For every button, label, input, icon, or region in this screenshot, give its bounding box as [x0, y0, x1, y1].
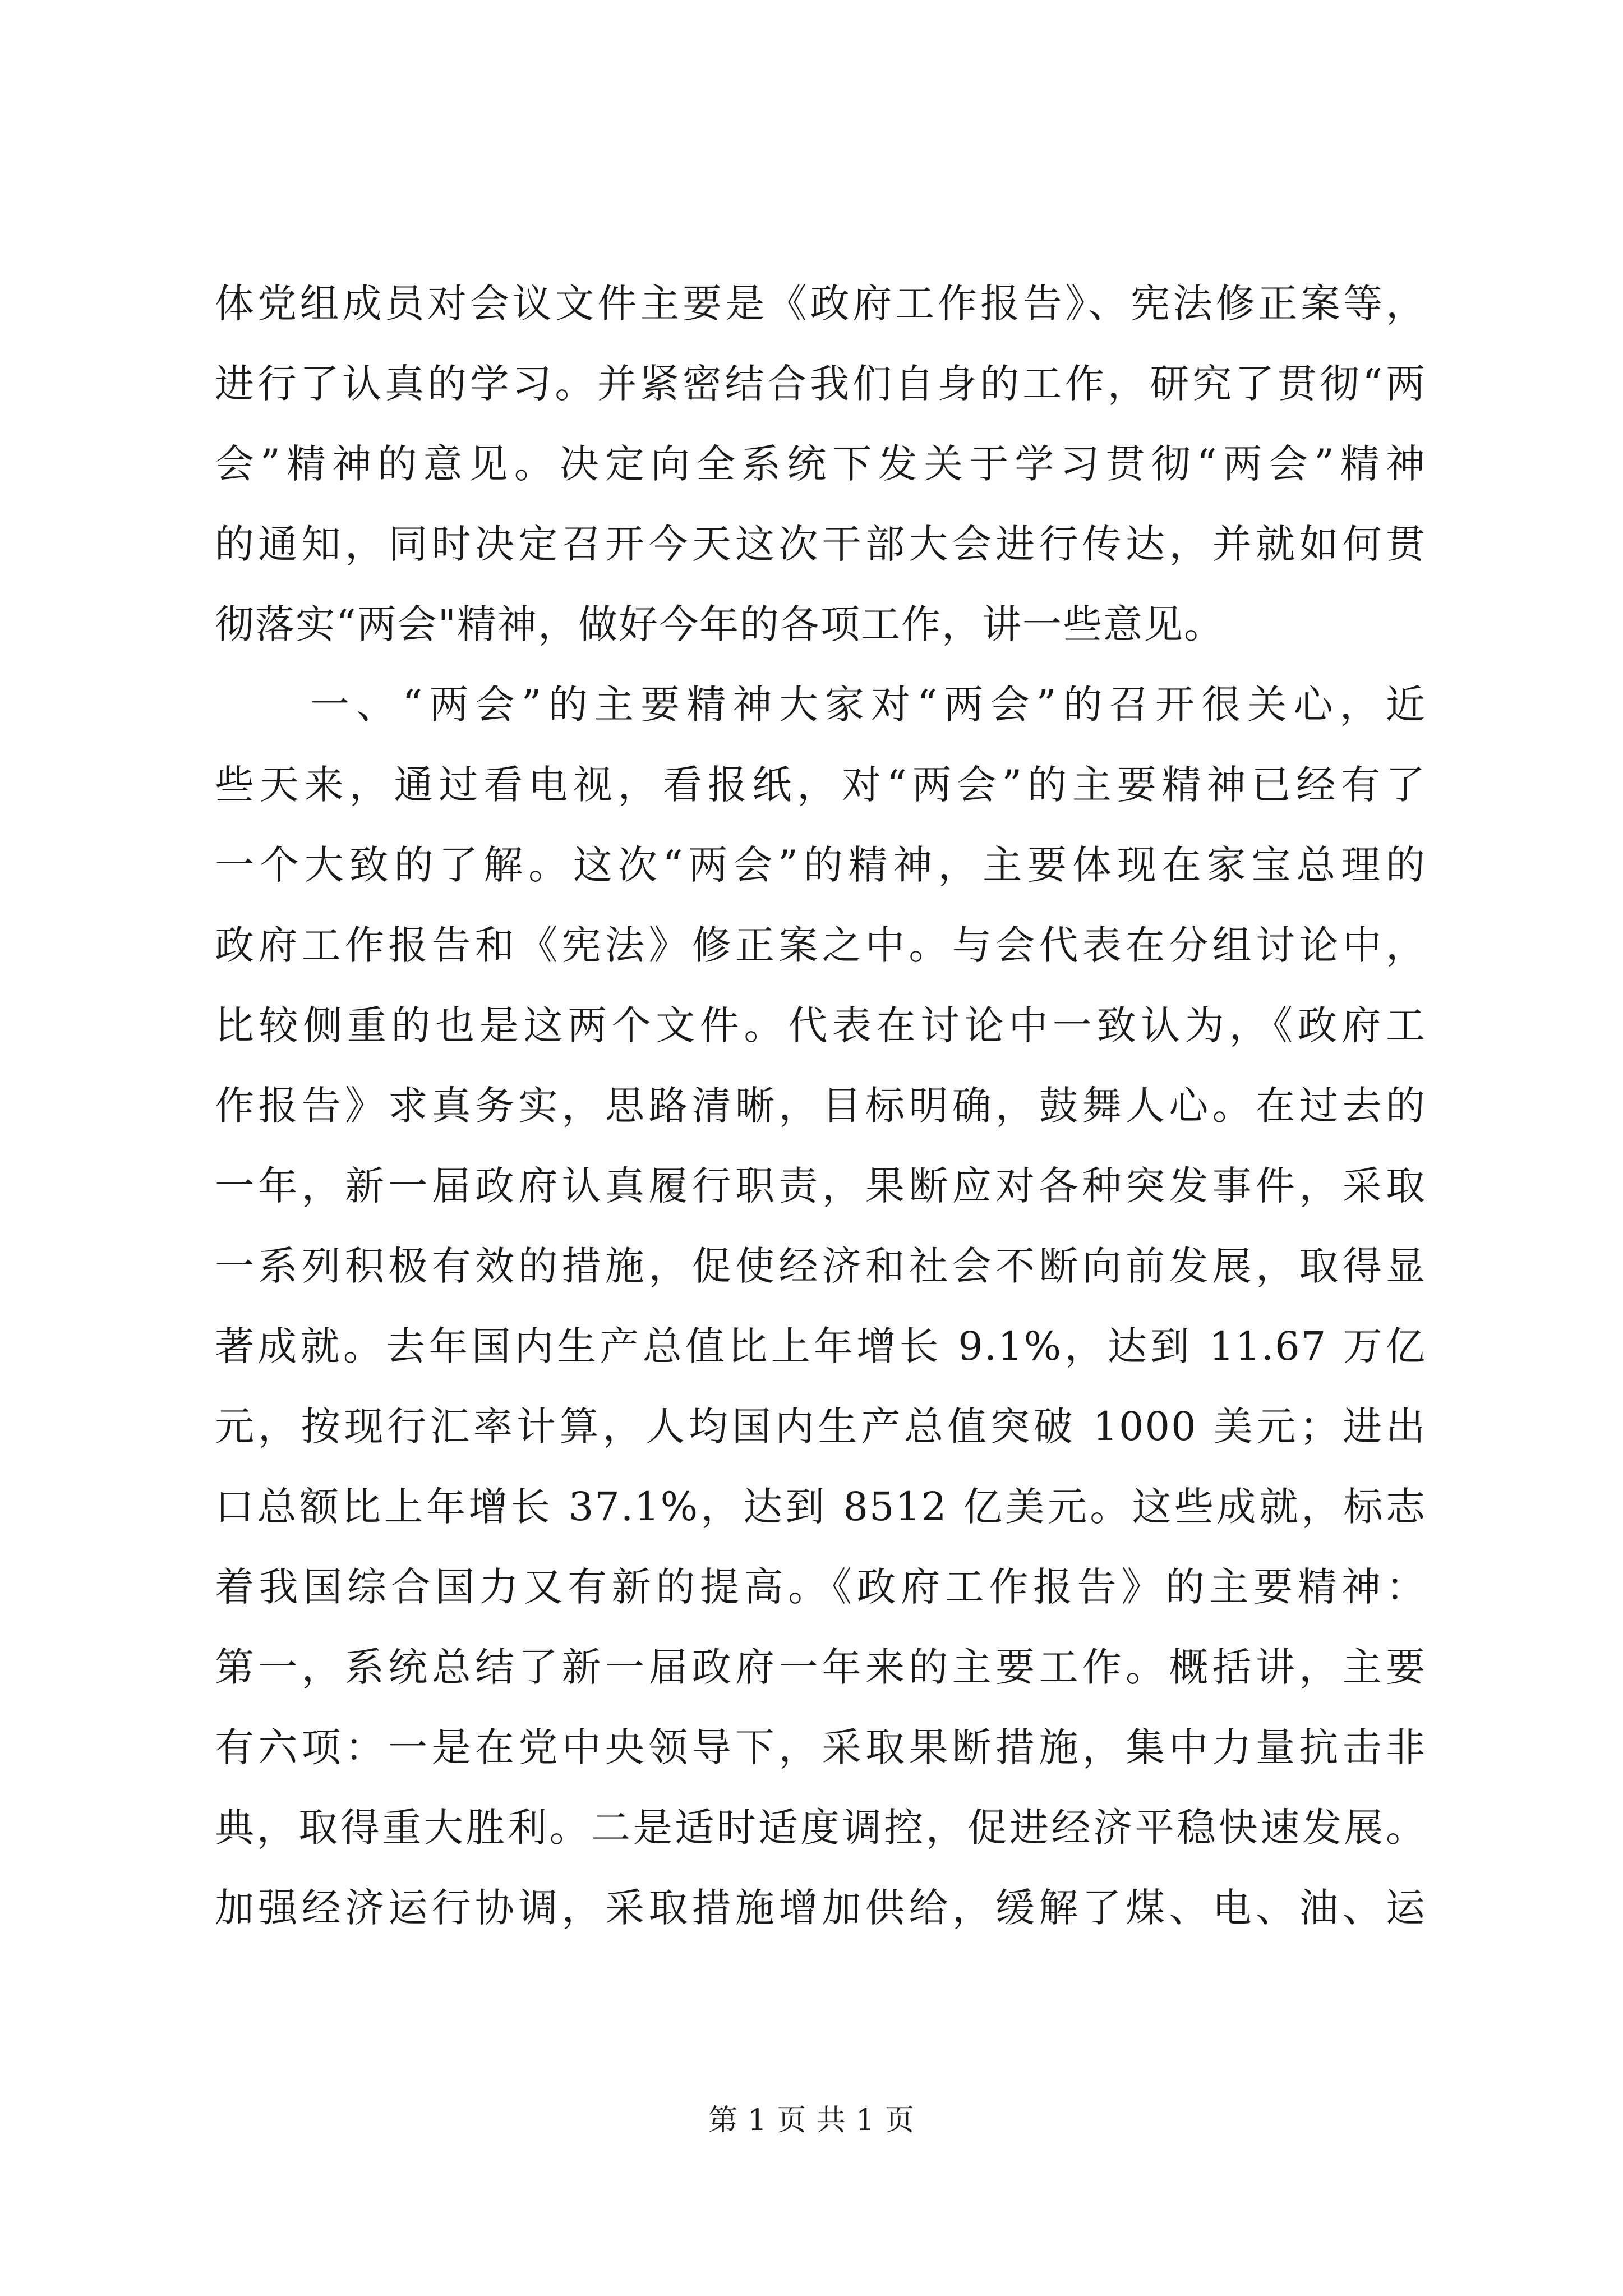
section-heading-line: 一、“两会”的主要精神大家对“两会”的召开很关心，近 — [310, 682, 1426, 728]
page-footer — [0, 2101, 1623, 2140]
text-line: 彻落实“两会"精神，做好今年的各项工作，讲一些意见。 — [215, 601, 1224, 647]
text-line: 第一，系统总结了新一届政府一年来的主要工作。概括讲，主要 — [215, 1644, 1426, 1690]
text-line: 加强经济运行协调，采取措施增加供给，缓解了煤、电、油、运 — [215, 1885, 1426, 1931]
text-line: 会”精神的意见。决定向全系统下发关于学习贯彻“两会”精神 — [215, 441, 1426, 487]
text-line: 着我国综合国力又有新的提高。《政府工作报告》的主要精神： — [215, 1564, 1426, 1610]
text-line: 著成就。去年国内生产总值比上年增长 9.1%，达到 11.67 万亿 — [215, 1323, 1426, 1369]
text-line: 有六项：一是在党中央领导下，采取果断措施，集中力量抗击非 — [215, 1724, 1426, 1770]
text-line: 进行了认真的学习。并紧密结合我们自身的工作，研究了贯彻“两 — [215, 361, 1426, 407]
text-line: 一个大致的了解。这次“两会”的精神，主要体现在家宝总理的 — [215, 842, 1426, 888]
text-line: 一系列积极有效的措施，促使经济和社会不断向前发展，取得显 — [215, 1243, 1426, 1289]
text-line: 元，按现行汇率计算，人均国内生产总值突破 1000 美元；进出 — [215, 1404, 1426, 1450]
text-line: 的通知，同时决定召开今天这次干部大会进行传达，并就如何贯 — [215, 521, 1426, 567]
text-line: 典，取得重大胜利。二是适时适度调控，促进经济平稳快速发展。 — [215, 1805, 1426, 1851]
document-body — [215, 264, 1426, 1948]
text-line: 口总额比上年增长 37.1%，达到 8512 亿美元。这些成就，标志 — [215, 1484, 1426, 1530]
text-line: 一年，新一届政府认真履行职责，果断应对各种突发事件，采取 — [215, 1163, 1426, 1209]
text-line: 政府工作报告和《宪法》修正案之中。与会代表在分组讨论中， — [215, 922, 1426, 968]
text-line: 作报告》求真务实，思路清晰，目标明确，鼓舞人心。在过去的 — [215, 1083, 1426, 1129]
page-number-label: 第 1 页 共 1 页 — [708, 2104, 915, 2137]
text-line: 比较侧重的也是这两个文件。代表在讨论中一致认为，《政府工 — [215, 1002, 1426, 1048]
text-line: 些天来，通过看电视，看报纸，对“两会”的主要精神已经有了 — [215, 762, 1426, 808]
text-line: 体党组成员对会议文件主要是《政府工作报告》、宪法修正案等， — [215, 280, 1426, 326]
